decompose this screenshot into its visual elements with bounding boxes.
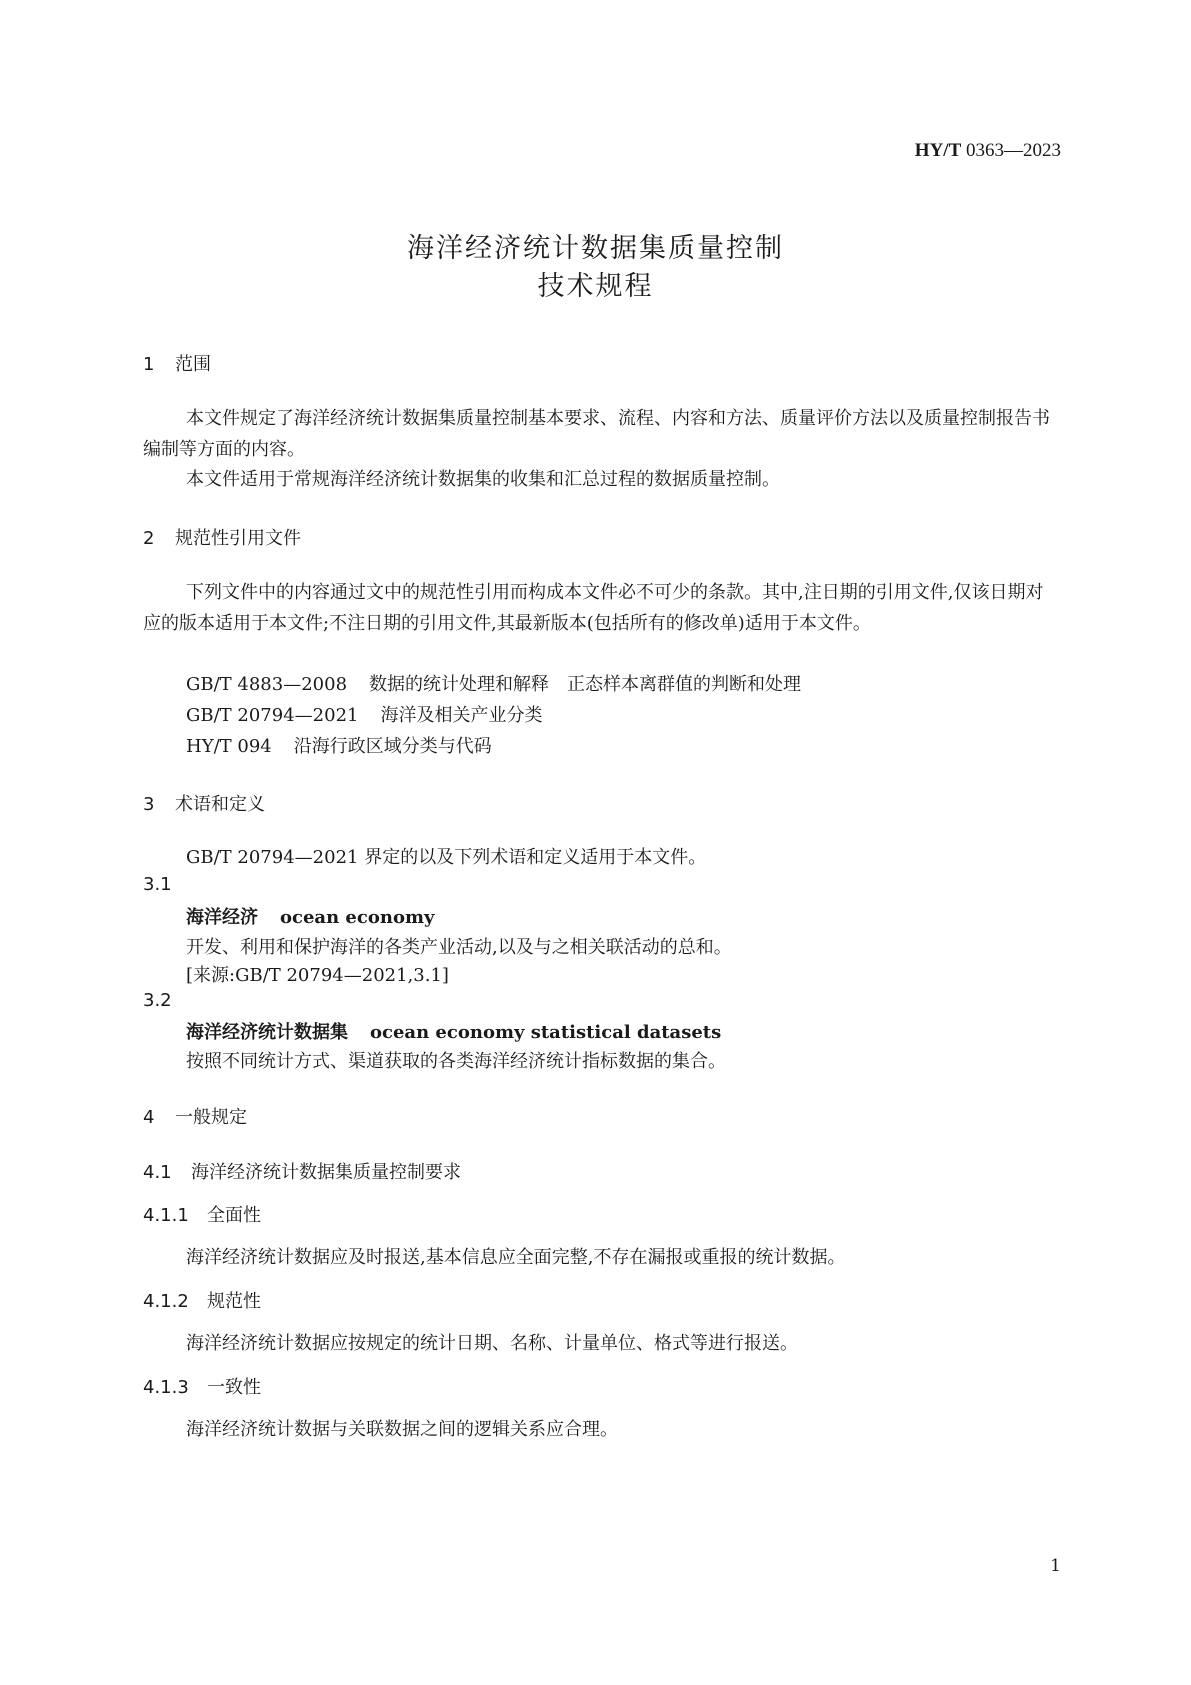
subsection-4-1-1-number: 4.1.1 bbox=[143, 1205, 189, 1226]
section-3-intro: GB/T 20794—2021 界定的以及下列术语和定义适用于本文件。 bbox=[186, 847, 707, 868]
subsection-4-1-2-heading bbox=[143, 1287, 261, 1313]
subsection-4-1-2-text: 海洋经济统计数据应按规定的统计日期、名称、计量单位、格式等进行报送。 bbox=[186, 1333, 798, 1354]
term-1-number: 3.1 bbox=[143, 874, 172, 895]
term-2-definition: 按照不同统计方式、渠道获取的各类海洋经济统计指标数据的集合。 bbox=[186, 1051, 726, 1072]
section-1-title: 范围 bbox=[175, 354, 211, 375]
term-2-zh: 海洋经济统计数据集 bbox=[186, 1022, 348, 1043]
section-3-title: 术语和定义 bbox=[175, 794, 265, 815]
term-2-number: 3.2 bbox=[143, 990, 172, 1011]
reference-code: GB/T 20794—2021 bbox=[186, 705, 359, 726]
term-2-heading bbox=[186, 1018, 721, 1044]
reference-item bbox=[186, 670, 801, 696]
subsection-4-1-3-heading bbox=[143, 1373, 261, 1399]
subsection-4-1-2-number: 4.1.2 bbox=[143, 1291, 189, 1312]
reference-item bbox=[186, 701, 542, 727]
subsection-4-1-1-text: 海洋经济统计数据应及时报送,基本信息应全面完整,不存在漏报或重报的统计数据。 bbox=[186, 1247, 846, 1268]
section-1-para-2: 本文件适用于常规海洋经济统计数据集的收集和汇总过程的数据质量控制。 bbox=[186, 469, 780, 490]
section-1-heading bbox=[143, 350, 211, 376]
section-4-number: 4 bbox=[143, 1107, 155, 1128]
section-2-number: 2 bbox=[143, 528, 155, 549]
page-number: 1 bbox=[1050, 1556, 1061, 1576]
section-3-number: 3 bbox=[143, 794, 155, 815]
section-3-heading bbox=[143, 790, 265, 816]
document-code: 0363—2023 bbox=[966, 140, 1061, 161]
term-1-heading bbox=[186, 903, 434, 929]
subsection-4-1-3-title: 一致性 bbox=[207, 1377, 261, 1398]
term-1-source: [来源:GB/T 20794—2021,3.1] bbox=[186, 965, 449, 986]
section-4-title: 一般规定 bbox=[175, 1107, 247, 1128]
section-2-title: 规范性引用文件 bbox=[175, 528, 301, 549]
reference-code: HY/T 094 bbox=[186, 736, 272, 757]
subsection-4-1-2-title: 规范性 bbox=[207, 1291, 261, 1312]
reference-name: 海洋及相关产业分类 bbox=[380, 705, 543, 726]
term-1-zh: 海洋经济 bbox=[186, 907, 258, 928]
subsection-4-1-number: 4.1 bbox=[143, 1162, 172, 1183]
section-4-heading bbox=[143, 1103, 247, 1129]
reference-name: 数据的统计处理和解释 正态样本离群值的判断和处理 bbox=[369, 674, 802, 695]
term-2-en: ocean economy statistical datasets bbox=[370, 1022, 722, 1043]
section-1-number: 1 bbox=[143, 354, 155, 375]
subsection-4-1-1-heading bbox=[143, 1201, 261, 1227]
document-prefix: HY/T bbox=[914, 140, 962, 161]
section-1-para-1: 本文件规定了海洋经济统计数据集质量控制基本要求、流程、内容和方法、质量评价方法以及质量控制报告书编制等方面的内容。 bbox=[143, 408, 1050, 460]
subsection-4-1-heading bbox=[143, 1158, 461, 1184]
title-line-1: 海洋经济统计数据集质量控制 bbox=[407, 233, 784, 264]
reference-name: 沿海行政区域分类与代码 bbox=[293, 736, 492, 757]
reference-item bbox=[186, 732, 492, 758]
section-2-para-1: 下列文件中的内容通过文中的规范性引用而构成本文件必不可少的条款。其中,注日期的引用文件,仅该日期对应的版本适用于本文件;不注日期的引用文件,其最新版本(包括所有的修改单)适用于本文件。 bbox=[143, 582, 1044, 634]
title-line-2: 技术规程 bbox=[537, 271, 654, 302]
term-1-definition: 开发、利用和保护海洋的各类产业活动,以及与之相关联活动的总和。 bbox=[186, 937, 732, 958]
section-2-heading bbox=[143, 524, 301, 550]
reference-code: GB/T 4883—2008 bbox=[186, 674, 348, 695]
subsection-4-1-1-title: 全面性 bbox=[207, 1205, 261, 1226]
subsection-4-1-3-number: 4.1.3 bbox=[143, 1377, 189, 1398]
term-1-en: ocean economy bbox=[280, 907, 435, 928]
subsection-4-1-title: 海洋经济统计数据集质量控制要求 bbox=[191, 1162, 461, 1183]
document-number bbox=[915, 140, 1061, 162]
subsection-4-1-3-text: 海洋经济统计数据与关联数据之间的逻辑关系应合理。 bbox=[186, 1419, 618, 1440]
